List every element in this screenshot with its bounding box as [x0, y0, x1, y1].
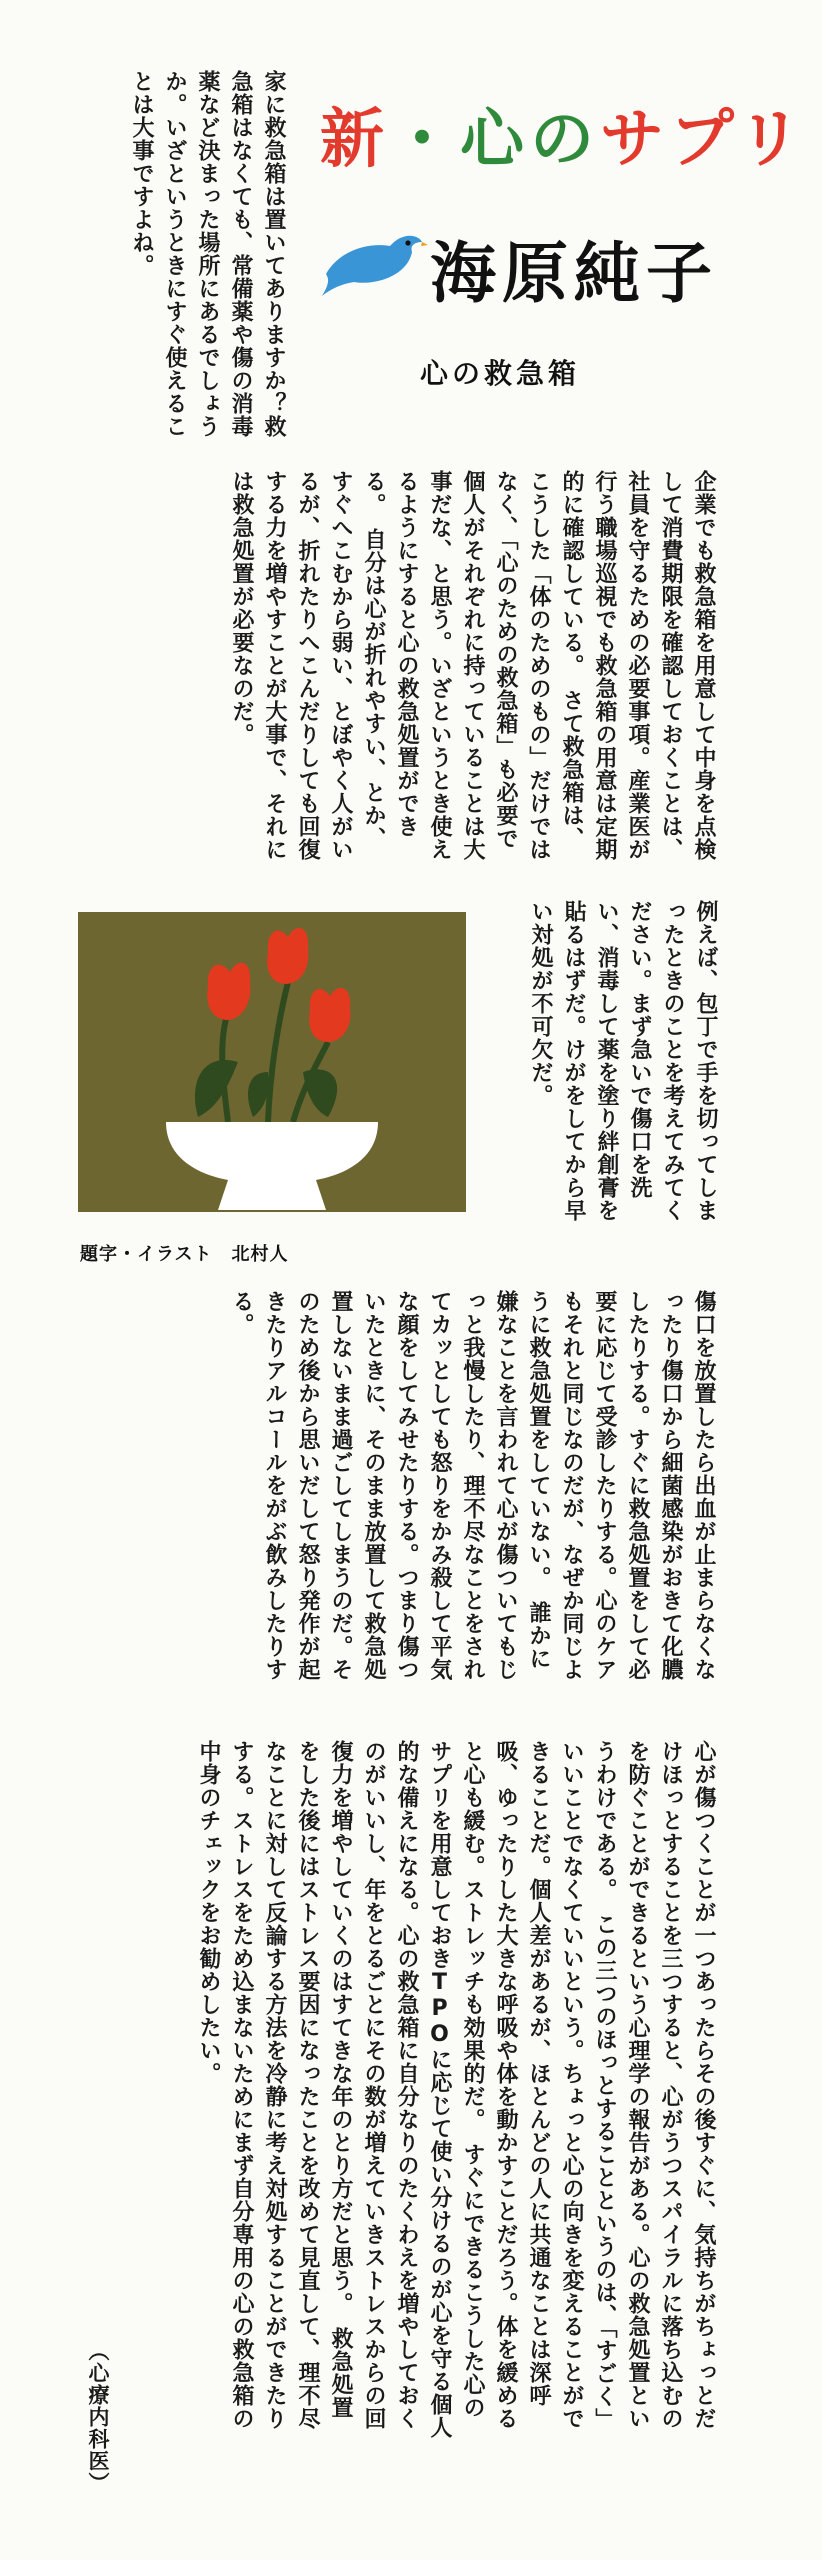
tulip-vase-illustration — [78, 912, 466, 1212]
upper-body-text: 企業でも救急箱を用意して中身を点検して消費期限を確認しておくことは、社員を守るための必要事項。産業医が行う職場巡視でも救急箱の用意は定期的に確認している。 さて救急箱は、こうした「体のためのもの」だけではなく、「心のための救急箱」も必要で個人がそれぞれに持っていることは大事だな、と思う。いざというとき使えるようにすると心の救急処置ができる。 自分は心が折れやすい、とか、すぐへこむから弱い、とぼやく人がいるが、折れたりへこんだりしても回復する力を増やすことが大事で、それには救急処置が必要なのだ。 — [229, 470, 716, 861]
bottom-body-text: 心が傷つくことが一つあったらその後すぐに、気持ちがちょっとだけほっとすることを三つすると、心がうつスパイラルに落ち込むのを防ぐことができるという心理学の報告がある。心の救急処置というわけである。 この三つのほっとすることというのは、「すごく」いいことでなくていいという。ちょっと心の向きを変えることができることだ。個人差があるが、ほとんどの人に共通なことは深呼吸、ゆったりした大きな呼吸や体を動かすことだろう。体を緩めると心も緩む。ストレッチも効果的だ。 すぐにできるこうした心のサプリを用意しておきTPOに応じて使い分けるのが心を守る個人的な備えになる。心の救急箱に自分なりのたくわえを増やしておくのがいいし、年をとるごとにその数が増えていきストレスからの回復力を増やしていくのはすてきな年のとり方だと思う。 救急処置をした後にはストレス要因になったことを改めて見直して、理不尽なことに対して反論する方法を冷静に考え対処することができたりする。ストレスをため込まないためにまず自分専用の心の救急箱の中身のチェックをお勧めしたい。 — [196, 1740, 716, 2439]
article-subtitle: 心の救急箱 — [420, 357, 581, 390]
series-title-part3: サプリ — [600, 103, 808, 177]
series-title — [320, 88, 807, 180]
series-title-part1: 新 — [320, 103, 390, 177]
author-signature: （心療内科医） — [86, 2340, 110, 2494]
lower-body-text: 傷口を放置したら出血が止まらなくなったり傷口から細菌感染がおきて化膿したりする。すぐに救急処置をして必要に応じて受診したりする。心のケアもそれと同じなのだが、なぜか同じように救急処置をしていない。 誰かに嫌なことを言われて心が傷ついてもじっと我慢したり、理不尽なことをされてカッとしても怒りをかみ殺して平気な顔をしてみせたりする。つまり傷ついたときに、そのまま放置して救急処置しないまま過ごしてしまうのだ。そのため後から思いだして怒り発作が起きたりアルコールをがぶ飲みしたりする。 — [229, 1290, 716, 1681]
example-paragraph: 例えば、包丁で手を切ってしまったときのことを考えてみてください。まず急いで傷口を洗い、消毒して薬を塗り絆創膏を貼るはずだ。けがをしてから早い対処が不可欠だ。 — [528, 900, 718, 1222]
illustration-caption: 題字・イラスト 北村人 — [80, 1244, 289, 1265]
bird-icon — [318, 212, 428, 302]
author-name: 海原純子 — [430, 234, 718, 312]
series-title-part2: ・心の — [390, 103, 600, 177]
intro-paragraph: 家に救急箱は置いてありますか？救急箱はなくても、常備薬や傷の消毒薬など決まった場所にあるでしょうか。いざというときにすぐ使えることは大事ですよね。 — [129, 70, 286, 438]
